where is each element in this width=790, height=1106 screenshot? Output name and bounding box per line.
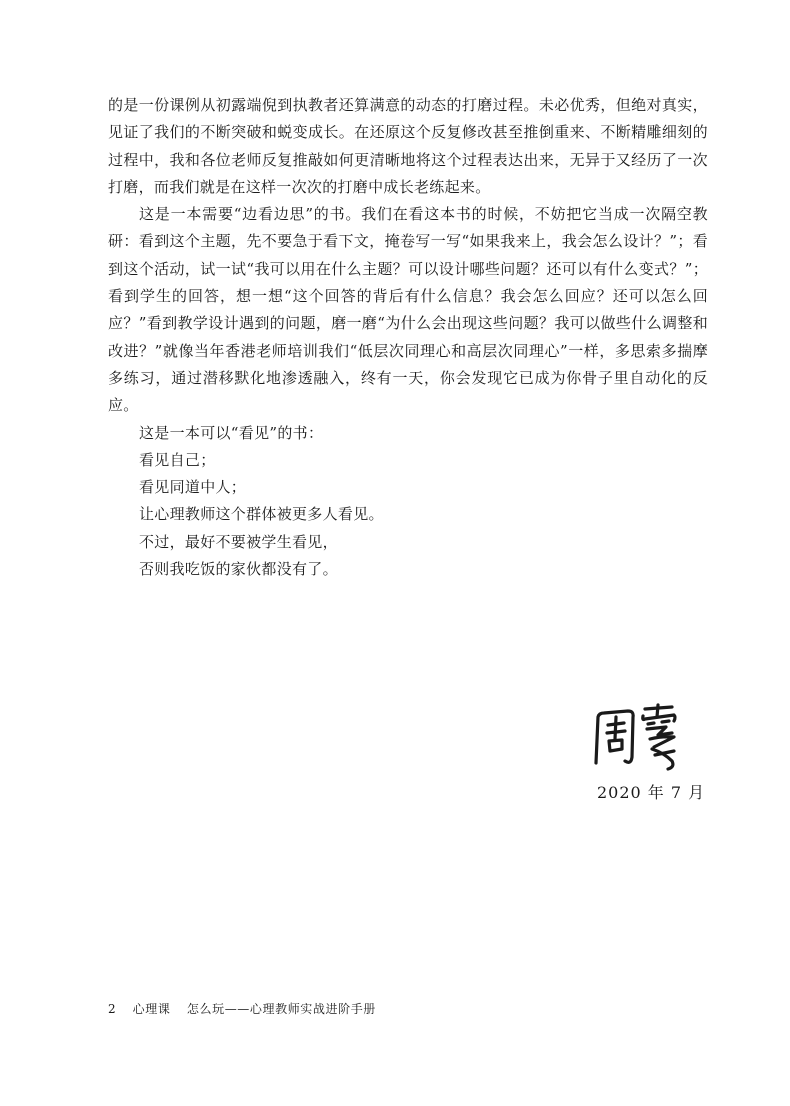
handwritten-signature — [592, 703, 684, 773]
book-subtitle: 怎么玩——心理教师实战进阶手册 — [186, 1002, 376, 1016]
page-footer — [108, 1000, 376, 1017]
paragraph: 不过，最好不要被学生看见， — [139, 532, 338, 551]
book-title: 心理课 — [132, 1002, 171, 1016]
paragraph: 的是一份课例从初露端倪到执教者还算满意的动态的打磨过程。未必优秀，但绝对真实，见证了我们的不断突破和蜕变成长。在还原这个反复修改甚至推倒重来、不断精雕细刻的过程中，我和各位老师反复推敲如何更清晰地将这个过程表达出来，无异于又经历了一次打磨，而我们就是在这样一次次的打磨中成长老练起来。 — [108, 96, 708, 196]
paragraph: 这是一本可以“看见”的书： — [139, 423, 324, 442]
paragraph: 看见同道中人； — [139, 478, 247, 497]
signature-date: 2020 年 7 月 — [597, 783, 706, 802]
page-number: 2 — [108, 1002, 117, 1016]
paragraph: 否则我吃饭的家伙都没有了。 — [139, 560, 338, 579]
signature-drawing — [592, 703, 684, 773]
body-text — [108, 92, 708, 583]
paragraph: 这是一本需要“边看边思”的书。我们在看这本书的时候，不妨把它当成一次隔空教研：看到这个主题，先不要急于看下文，掩卷写一写“如果我来上，我会怎么设计？”；看到这个活动，试一试“我可以用在什么主题？可以设计哪些问题？还可以有什么变式？”；看到学生的回答，想一想“这个回答的背后有什么信息？我会怎么回应？还可以怎么回应？”看到教学设计遇到的问题，磨一磨“为什么会出现这些问题？我可以做些什么调整和改进？”就像当年香港老师培训我们“低层次同理心和高层次同理心”一样，多思索多揣摩多练习，通过潜移默化地渗透融入，终有一天，你会发现它已成为你骨子里自动化的反应。 — [108, 205, 708, 415]
paragraph: 让心理教师这个群体被更多人看见。 — [139, 505, 384, 524]
paragraph: 看见自己； — [139, 450, 216, 469]
